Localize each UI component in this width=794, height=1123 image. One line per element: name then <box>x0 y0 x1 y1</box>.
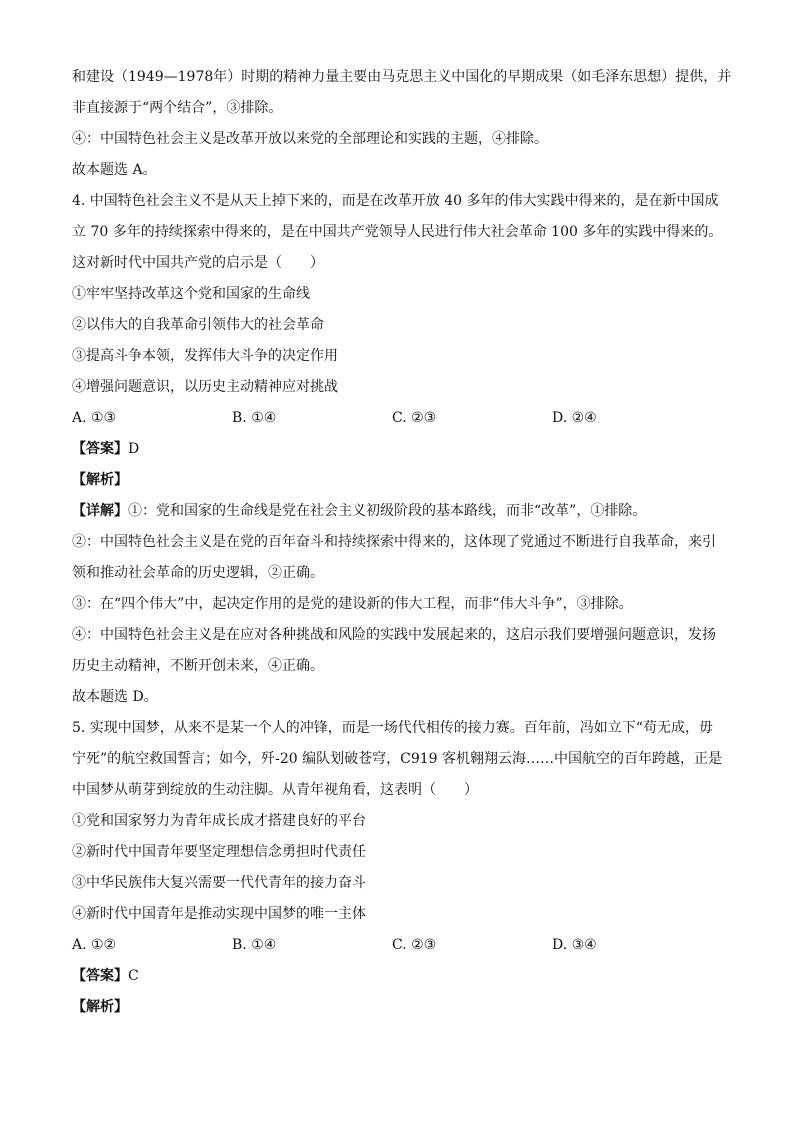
prev-analysis-line-3: ④：中国特色社会主义是改革开放以来党的全部理论和实践的主题，④排除。 <box>72 131 548 147</box>
q4-detail-line-5: ④：中国特色社会主义是在应对各种挑战和风险的实践中发展起来的，这启示我们要增强问题意识，发扬 <box>72 627 716 643</box>
q5-item-4: ④新时代中国青年是推动实现中国梦的唯一主体 <box>72 906 366 922</box>
q4-answer-tag: 【答案】 <box>72 441 128 457</box>
q4-detail-line-6: 历史主动精神，不断开创未来，④正确。 <box>72 658 324 674</box>
q5-option-b: B. ①④ <box>232 937 277 953</box>
q5-stem-line-2: 宁死”的航空救国誓言；如今，歼-20 编队划破苍穹，C919 客机翱翔云海……中国航空的百年跨越，正是 <box>72 751 723 767</box>
prev-analysis-line-1: 和建设（1949—1978年）时期的精神力量主要由马克思主义中国化的早期成果（如毛泽东思想）提供，并 <box>72 69 732 85</box>
q4-option-a: A. ①③ <box>72 410 117 426</box>
q5-options <box>72 930 732 961</box>
q4-answer <box>72 434 732 465</box>
q4-detail-line-1 <box>72 496 732 527</box>
document-page <box>72 62 732 1023</box>
q4-stem-line-1: 4. 中国特色社会主义不是从天上掉下来的，而是在改革开放 40 多年的伟大实践中得来的，是在新中国成 <box>72 193 719 209</box>
q5-item-1: ①党和国家努力为青年成长成才搭建良好的平台 <box>72 813 366 829</box>
q4-answer-value: D <box>128 441 140 457</box>
q5-option-d: D. ③④ <box>552 937 597 953</box>
q4-option-c: C. ②③ <box>392 410 437 426</box>
q4-detail-line-4: ③：在“四个伟大”中，起决定作用的是党的建设新的伟大工程，而非“伟大斗争”，③排除。 <box>72 596 633 612</box>
q4-item-4: ④增强问题意识，以历史主动精神应对挑战 <box>72 379 338 395</box>
q5-answer-tag: 【答案】 <box>72 968 128 984</box>
q5-stem-line-1: 5. 实现中国梦，从来不是某一个人的冲锋，而是一场代代相传的接力赛。百年前，冯如立下“苟无成，毋 <box>72 720 713 736</box>
q5-analysis-tag: 【解析】 <box>72 999 128 1015</box>
prev-analysis-line-2: 非直接源于“两个结合”，③排除。 <box>72 100 283 116</box>
q4-conclusion: 故本题选 D。 <box>72 689 158 705</box>
q5-answer-value: C <box>128 968 139 984</box>
q4-detail-line-2: ②：中国特色社会主义是在党的百年奋斗和持续探索中得来的，这体现了党通过不断进行自我革命，来引 <box>72 534 716 550</box>
q4-item-2: ②以伟大的自我革命引领伟大的社会革命 <box>72 317 324 333</box>
q4-stem-line-3: 这对新时代中国共产党的启示是（ ） <box>72 255 324 271</box>
q4-options <box>72 403 732 434</box>
q5-item-2: ②新时代中国青年要坚定理想信念勇担时代责任 <box>72 844 366 860</box>
q4-detail-tag: 【详解】 <box>72 503 128 519</box>
q4-option-d: D. ②④ <box>552 410 597 426</box>
q4-analysis-tag: 【解析】 <box>72 472 128 488</box>
q5-answer <box>72 961 732 992</box>
q4-stem-line-2: 立 70 多年的持续探索中得来的，是在中国共产党领导人民进行伟大社会革命 100 多年的实践中得来的。 <box>72 224 723 240</box>
prev-conclusion: 故本题选 A。 <box>72 162 157 178</box>
q5-stem-line-3: 中国梦从萌芽到绽放的生动注脚。从青年视角看，这表明（ ） <box>72 782 478 798</box>
q4-detail-line-3: 领和推动社会革命的历史逻辑，②正确。 <box>72 565 324 581</box>
q5-option-a: A. ①② <box>72 937 117 953</box>
q5-item-3: ③中华民族伟大复兴需要一代代青年的接力奋斗 <box>72 875 366 891</box>
q4-item-3: ③提高斗争本领，发挥伟大斗争的决定作用 <box>72 348 338 364</box>
q4-option-b: B. ①④ <box>232 410 277 426</box>
q4-item-1: ①牢牢坚持改革这个党和国家的生命线 <box>72 286 310 302</box>
q5-option-c: C. ②③ <box>392 937 437 953</box>
q4-detail-text-1: ①：党和国家的生命线是党在社会主义初级阶段的基本路线，而非“改革”，①排除。 <box>128 503 647 519</box>
